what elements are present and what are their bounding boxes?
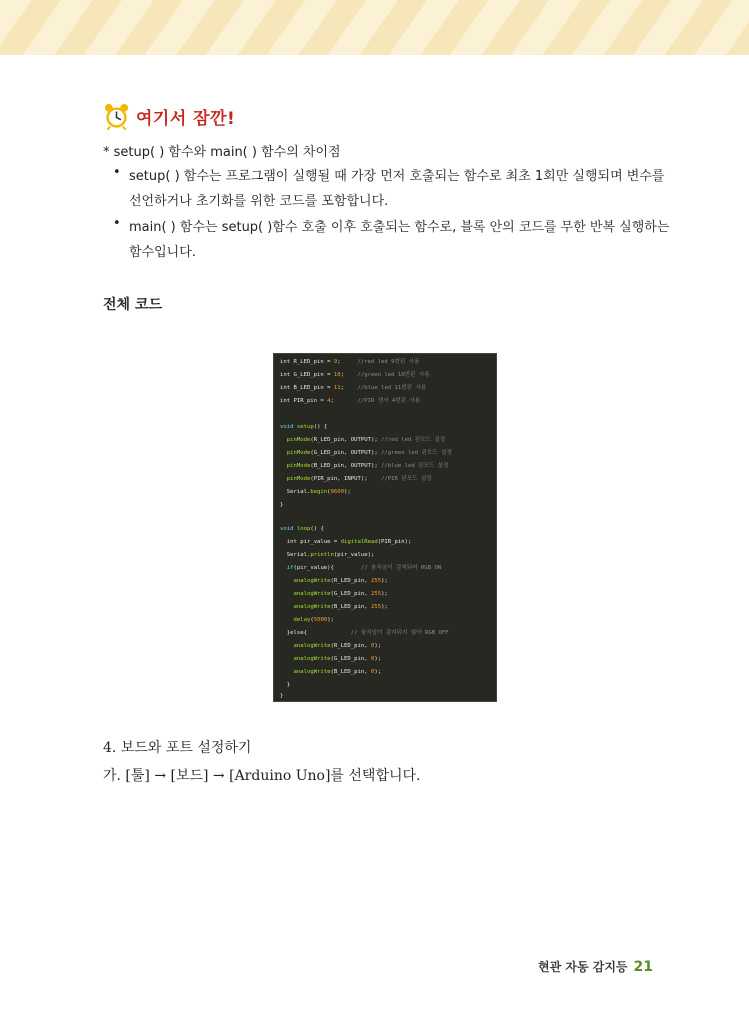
bullet-1-line-2: 선언하거나 초기화를 위한 코드를 포함합니다. (129, 194, 389, 209)
bullet-2-line-2: 함수입니다. (129, 245, 196, 260)
code-line: if(pir_value){ // 움직임이 감지되어 RGB ON (286, 565, 442, 571)
code-line: analogWrite(R_LED_pin, 255); (293, 578, 388, 584)
code-line: analogWrite(G_LED_pin, 255); (293, 591, 388, 597)
code-line: } (286, 682, 291, 688)
code-line: analogWrite(G_LED_pin, 0); (293, 656, 382, 662)
step-instruction: 가. [툴] → [보드] → [Arduino Uno]를 선택합니다. (103, 768, 421, 784)
bullet-marker: • (113, 165, 121, 180)
bullet-marker: • (113, 216, 121, 231)
code-line: }else{ // 움직임이 감지되지 않아 RGB OFF (286, 630, 449, 636)
code-line: delay(5000); (293, 617, 334, 623)
bullet-1-line-1: setup( ) 함수는 프로그램이 실행될 때 가장 먼저 호출되는 함수로 최초 1회만 실행되며 변수를 (129, 169, 665, 184)
code-line: pinMode(R_LED_pin, OUTPUT); //red led 핀모드 설정 (286, 437, 446, 443)
code-line: int R_LED_pin = 9; //red led 9번핀 사용 (280, 359, 420, 365)
note-header (103, 101, 235, 131)
code-line: pinMode(PIR_pin, INPUT); //PIR 핀모드 설정 (286, 476, 432, 482)
code-line: } (280, 693, 284, 699)
code-line: pinMode(B_LED_pin, OUTPUT); //blue led 핀모드 설정 (286, 463, 449, 469)
code-line: int B_LED_pin = 11; //blue led 11번핀 사용 (280, 385, 427, 391)
header-decoration-band (0, 0, 749, 55)
footer-title: 현관 자동 감지등 (538, 960, 628, 974)
code-line: analogWrite(B_LED_pin, 0); (293, 669, 382, 675)
code-line: analogWrite(B_LED_pin, 255); (293, 604, 388, 610)
code-line: analogWrite(R_LED_pin, 0); (293, 643, 382, 649)
code-line: Serial.println(pir_value); (286, 552, 375, 558)
code-line: pinMode(G_LED_pin, OUTPUT); //green led 핀모드 설정 (286, 450, 452, 456)
code-line: int G_LED_pin = 10; //green led 10번핀 사용 (280, 372, 430, 378)
page-number: 21 (633, 959, 653, 975)
note-subtitle: * setup( ) 함수와 main( ) 함수의 차이점 (103, 145, 341, 160)
bullet-2-line-1: main( ) 함수는 setup( )함수 호출 이후 호출되는 함수로, 블록 안의 코드를 무한 반복 실행하는 (129, 220, 670, 235)
code-line: Serial.begin(9600); (286, 489, 351, 495)
code-block (273, 353, 497, 702)
note-title: 여기서 잠깐! (136, 108, 236, 129)
code-line: int PIR_pin = 4; //PIR 센서 4번핀 사용 (280, 398, 421, 404)
section-title: 전체 코드 (103, 297, 162, 313)
page-footer (538, 958, 653, 975)
code-line: int pir_value = digitalRead(PIR_pin); (286, 539, 412, 545)
code-line: void loop() { (280, 526, 324, 532)
code-line: } (280, 502, 284, 508)
alarm-clock-icon (103, 103, 130, 130)
step-heading: 4. 보드와 포트 설정하기 (103, 740, 252, 756)
code-line: void setup() { (280, 424, 328, 430)
